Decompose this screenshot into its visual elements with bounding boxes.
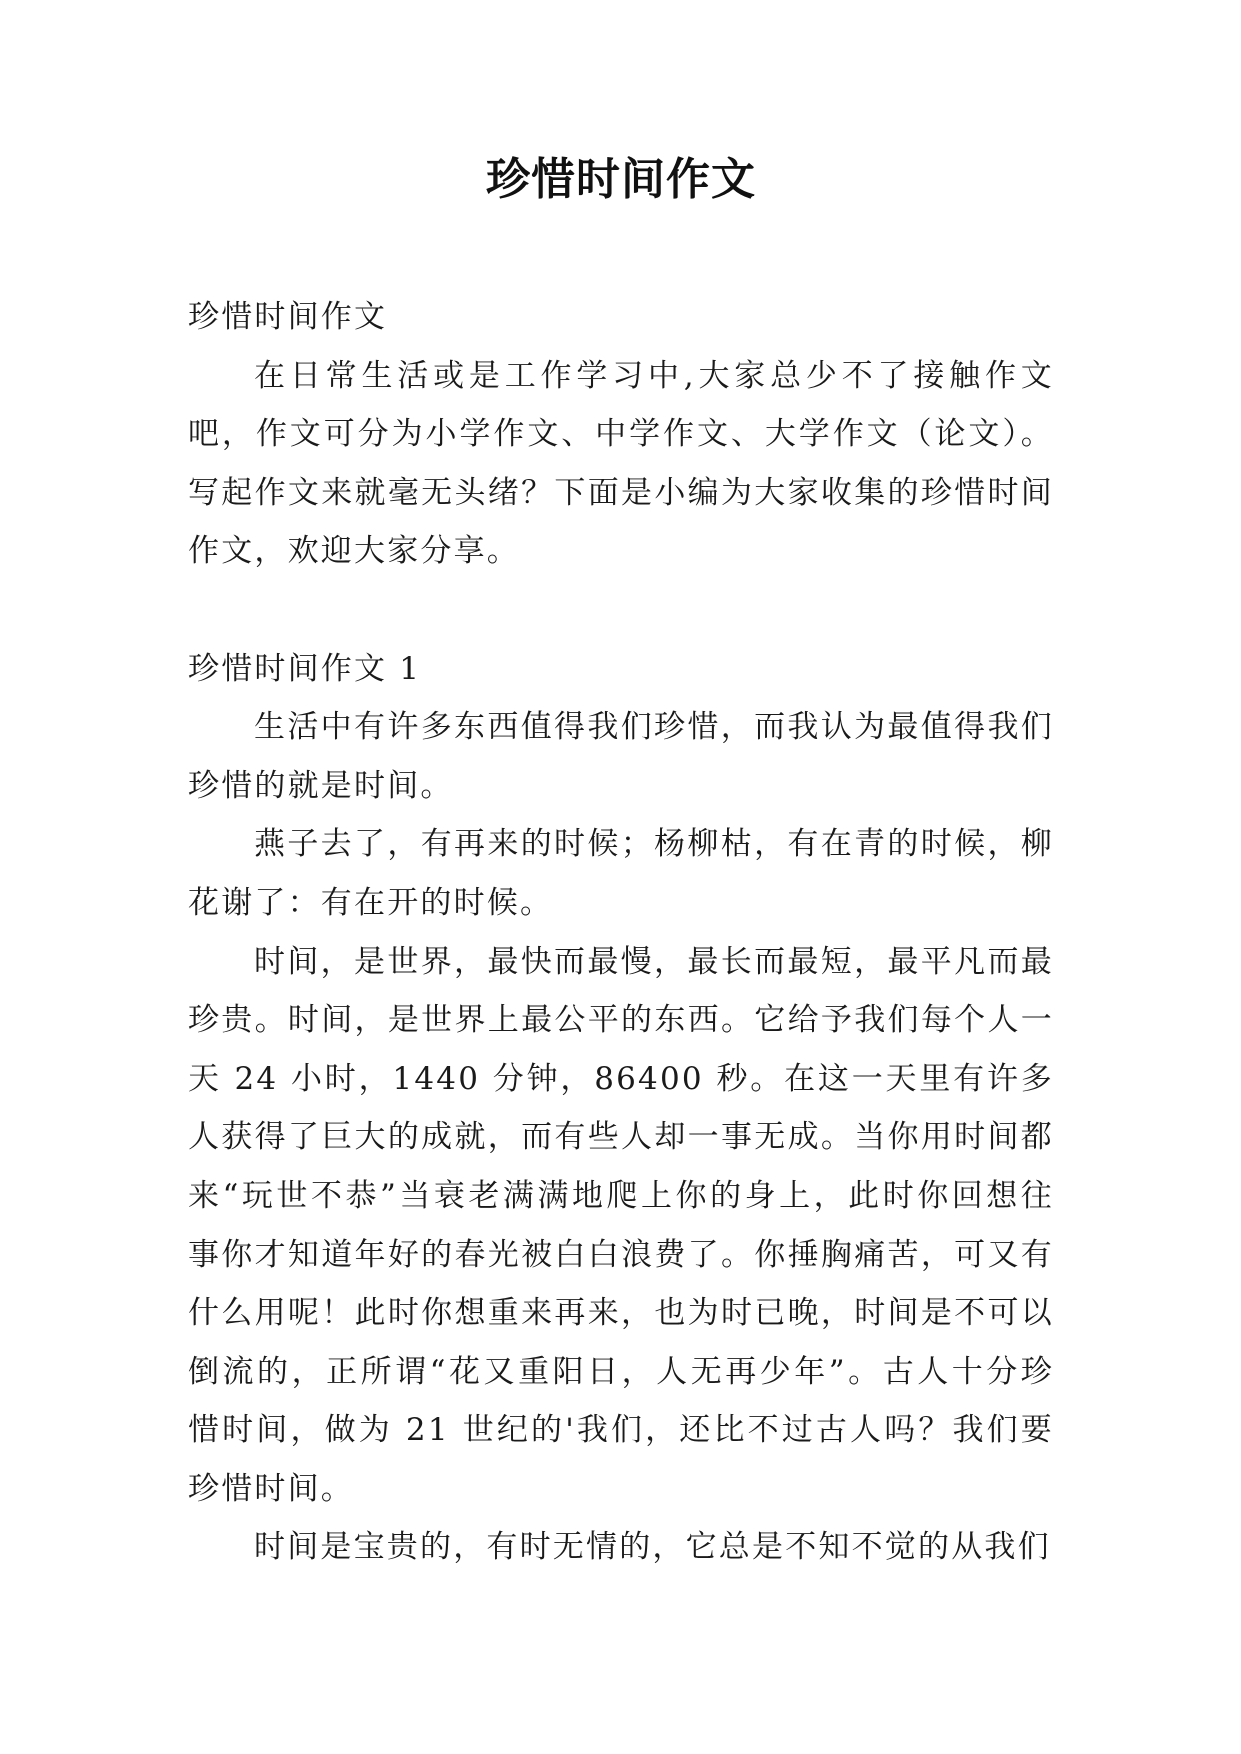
- section-spacer: [188, 581, 1054, 640]
- intro-paragraph: 在日常生活或是工作学习中,大家总少不了接触作文吧，作文可分为小学作文、中学作文、大学作文（论文）。写起作文来就毫无头绪？下面是小编为大家收集的珍惜时间作文，欢迎大家分享。: [188, 357, 1054, 570]
- intro-heading: 珍惜时间作文: [188, 299, 388, 335]
- body-paragraph: 燕子去了，有再来的时候；杨柳枯，有在青的时候，柳花谢了：有在开的时候。: [188, 826, 1054, 921]
- body-paragraph: 生活中有许多东西值得我们珍惜，而我认为最值得我们珍惜的就是时间。: [188, 709, 1054, 804]
- document-body: [188, 288, 1054, 1577]
- document-title: 珍惜时间作文: [486, 154, 756, 205]
- body-paragraph: 时间是宝贵的，有时无情的，它总是不知不觉的从我们: [254, 1529, 1051, 1566]
- section-heading: 珍惜时间作文 1: [188, 650, 422, 687]
- body-paragraph: 时间，是世界，最快而最慢，最长而最短，最平凡而最珍贵。时间，是世界上最公平的东西。它给予我们每个人一天 24 小时，1440 分钟，86400 秒。在这一天里有许多人获得了巨大的成就，而有些人却一事无成。当你用时间都来“玩世不恭”当衰老满满地爬上你的身上，此时你回想往事你才知道年好的春光被白白浪费了。你捶胸痛苦，可又有什么用呢！此时你想重来再来，也为时已晚，时间是不可以倒流的，正所谓“花又重阳日，人无再少年”。古人十分珍惜时间，做为 21 世纪的'我们，还比不过古人吗？我们要珍惜时间。: [188, 943, 1054, 1507]
